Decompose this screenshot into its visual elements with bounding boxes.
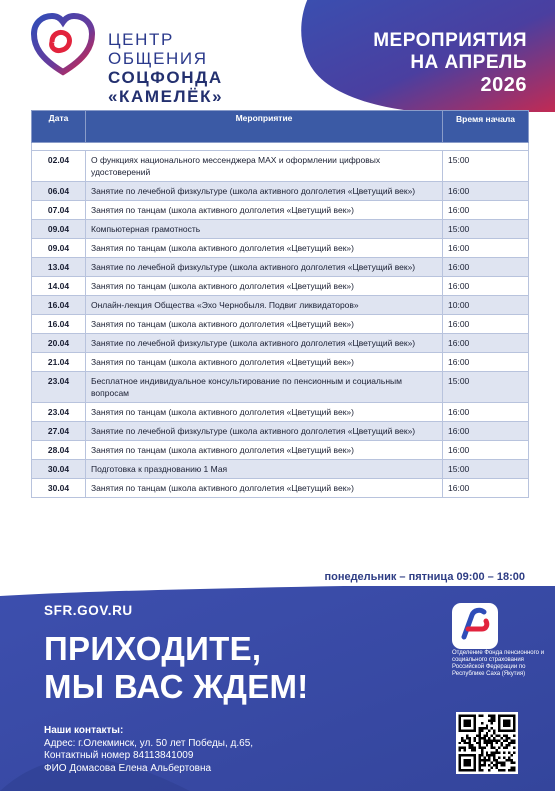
row-event: Занятия по танцам (школа активного долголетия «Цветущий век») (86, 403, 443, 422)
slogan (44, 630, 309, 706)
table-row (32, 403, 529, 422)
logo-line-4: «КАМЕЛЁК» (108, 87, 224, 106)
row-event: Занятия по танцам (школа активного долголетия «Цветущий век») (86, 239, 443, 258)
row-event: Занятия по танцам (школа активного долголетия «Цветущий век») (86, 277, 443, 296)
row-date: 21.04 (32, 353, 86, 372)
row-date: 30.04 (32, 460, 86, 479)
row-time: 15:00 (443, 220, 529, 239)
row-date: 13.04 (32, 258, 86, 277)
table-row (32, 479, 529, 498)
sfr-logo-icon (452, 603, 498, 649)
table-row (32, 334, 529, 353)
table-row (32, 296, 529, 315)
row-event: Занятие по лечебной физкультуре (школа активного долголетия «Цветущий век») (86, 422, 443, 441)
row-date: 23.04 (32, 403, 86, 422)
contacts-phone: Контактный номер 84113841009 (44, 750, 194, 761)
row-time: 16:00 (443, 403, 529, 422)
row-time: 16:00 (443, 239, 529, 258)
table-row (32, 151, 529, 182)
header (0, 0, 555, 110)
row-event: Занятие по лечебной физкультуре (школа активного долголетия «Цветущий век») (86, 182, 443, 201)
table-row (32, 441, 529, 460)
working-hours: понедельник – пятница 09:00 – 18:00 (324, 571, 525, 583)
table-row (32, 315, 529, 334)
row-date: 28.04 (32, 441, 86, 460)
slogan-line-2: МЫ ВАС ЖДЕМ! (44, 668, 309, 705)
schedule-body (32, 143, 529, 498)
table-row (32, 277, 529, 296)
row-time: 16:00 (443, 441, 529, 460)
row-date: 14.04 (32, 277, 86, 296)
row-time: 15:00 (443, 151, 529, 182)
table-header-row (32, 111, 529, 143)
table-row (32, 353, 529, 372)
row-date: 09.04 (32, 220, 86, 239)
row-time: 16:00 (443, 258, 529, 277)
contacts-address: Адрес: г.Олекминск, ул. 50 лет Победы, д.65, (44, 737, 254, 749)
row-time: 10:00 (443, 296, 529, 315)
row-event: Занятия по танцам (школа активного долголетия «Цветущий век») (86, 201, 443, 220)
table-row (32, 372, 529, 403)
site-link[interactable]: SFR.GOV.RU (44, 603, 133, 618)
row-date: 09.04 (32, 239, 86, 258)
row-time: 16:00 (443, 422, 529, 441)
header-time: Время начала (443, 111, 529, 143)
table-row (32, 182, 529, 201)
row-date: 23.04 (32, 372, 86, 403)
qr-code-icon (456, 712, 518, 774)
row-date: 27.04 (32, 422, 86, 441)
spacer-cell (32, 143, 529, 151)
row-event: Онлайн-лекция Общества «Эхо Чернобыля. Подвиг ликвидаторов» (86, 296, 443, 315)
row-time: 16:00 (443, 353, 529, 372)
row-time: 15:00 (443, 372, 529, 403)
table-row (32, 422, 529, 441)
header-date: Дата (32, 111, 86, 143)
sfr-caption: Отделение Фонда пенсионного и социального страхования Российской Федерации по Республике Саха (Якутия) (452, 650, 545, 677)
logo-line-3: СОЦФОНДА (108, 68, 223, 87)
contacts-title: Наши контакты: (44, 725, 124, 736)
row-time: 16:00 (443, 182, 529, 201)
row-date: 06.04 (32, 182, 86, 201)
table-row (32, 460, 529, 479)
row-date: 30.04 (32, 479, 86, 498)
row-event: Бесплатное индивидуальное консультирование по пенсионным и социальным вопросам (86, 372, 443, 403)
row-time: 16:00 (443, 201, 529, 220)
row-event: Занятие по лечебной физкультуре (школа активного долголетия «Цветущий век») (86, 258, 443, 277)
title-year: 2026 (480, 74, 527, 96)
table-row (32, 220, 529, 239)
heart-icon (30, 12, 96, 78)
logo-line-1: ЦЕНТР (108, 30, 174, 49)
slogan-line-1: ПРИХОДИТЕ, (44, 630, 262, 667)
row-date: 16.04 (32, 296, 86, 315)
row-event: Компьютерная грамотность (86, 220, 443, 239)
row-date: 16.04 (32, 315, 86, 334)
table-row (32, 258, 529, 277)
row-event: Занятие по лечебной физкультуре (школа активного долголетия «Цветущий век») (86, 334, 443, 353)
table-row (32, 239, 529, 258)
row-event: Занятия по танцам (школа активного долголетия «Цветущий век») (86, 441, 443, 460)
row-date: 20.04 (32, 334, 86, 353)
table-spacer (32, 143, 529, 151)
row-event: Занятия по танцам (школа активного долголетия «Цветущий век») (86, 479, 443, 498)
row-event: Занятия по танцам (школа активного долголетия «Цветущий век») (86, 315, 443, 334)
header-event: Мероприятие (86, 111, 443, 143)
row-time: 15:00 (443, 460, 529, 479)
logo-line-2: ОБЩЕНИЯ (108, 49, 208, 68)
table-row (32, 201, 529, 220)
logo-text (108, 30, 223, 106)
row-date: 07.04 (32, 201, 86, 220)
row-event: О функциях национального мессенджера MAX и оформлении цифровых удостоверений (86, 151, 443, 182)
contacts-person: ФИО Домасова Елена Альбертовна (44, 762, 212, 774)
row-time: 16:00 (443, 334, 529, 353)
page-title (373, 30, 527, 96)
title-line-2: НА АПРЕЛЬ (410, 52, 527, 73)
row-time: 16:00 (443, 315, 529, 334)
title-line-1: МЕРОПРИЯТИЯ (373, 30, 527, 51)
schedule-table (31, 110, 529, 498)
row-event: Подготовка к празднованию 1 Мая (86, 460, 443, 479)
row-time: 16:00 (443, 277, 529, 296)
row-time: 16:00 (443, 479, 529, 498)
row-date: 02.04 (32, 151, 86, 182)
contacts (44, 725, 253, 775)
row-event: Занятия по танцам (школа активного долголетия «Цветущий век») (86, 353, 443, 372)
